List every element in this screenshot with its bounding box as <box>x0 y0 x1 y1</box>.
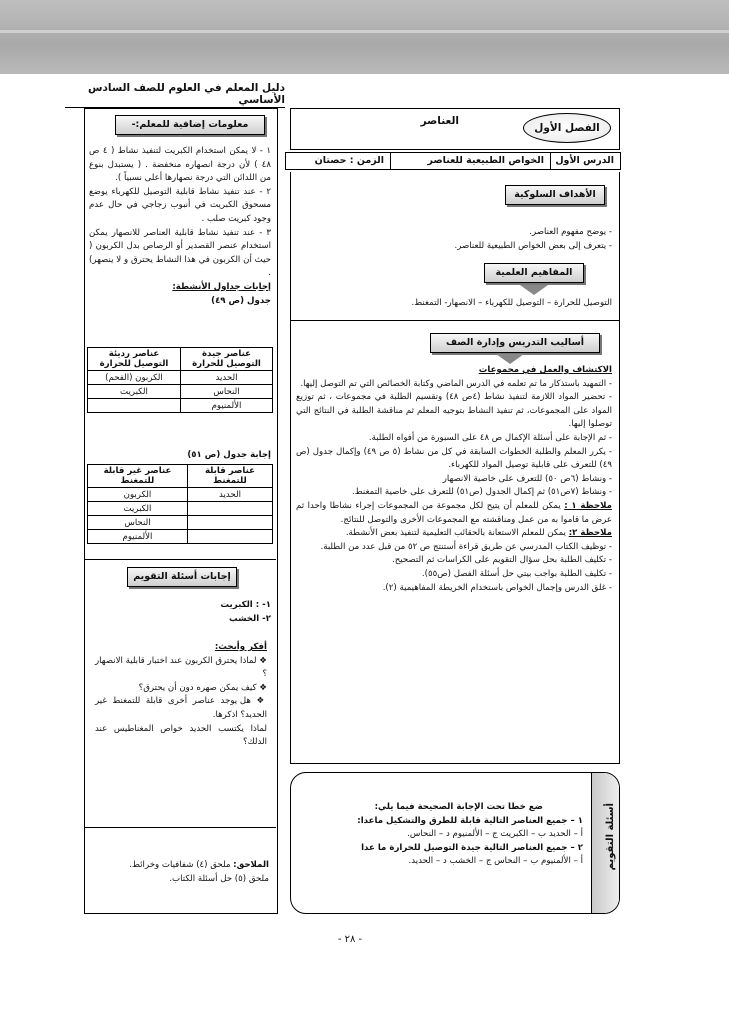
table-header: عناصر قابلة للتمغنط <box>187 465 272 488</box>
eval-answer-2: ٢- الخشب <box>228 613 271 624</box>
appendix-line-1: الملاحق: ملحق (٤) شفافيات وخرائط. <box>129 860 269 870</box>
think-item: ❖ كيف يمكن صهره دون أن يحترق؟ <box>95 682 267 696</box>
page-number: - ٢٨ - <box>337 934 363 945</box>
methods-label: أساليب التدريس وإدارة الصف <box>430 333 600 353</box>
table-row: النحاس الكبريت <box>88 385 273 399</box>
evaluation-content <box>303 801 583 869</box>
objective-item: - يوضح مفهوم العناصر. <box>529 227 612 237</box>
note-1-label: ملاحظة ١ : <box>564 500 612 511</box>
banner-stripe <box>0 30 729 33</box>
table-row: الحديد الكربون (الفحم) <box>88 371 273 385</box>
teacher-info-paragraph: ٣ - عند تنفيذ نشاط قابلية العناصر للانصهار يمكن استخدام عنصر القصدير أو الرصاص بدل الكربون ( حيث أن الكربون في هذا النشاط يحترق و لا ينصهر) . <box>89 227 271 279</box>
sidebar-column <box>84 108 278 914</box>
evaluation-side-label: أسئلة التقويم <box>591 773 619 913</box>
lesson-info-row <box>285 152 621 170</box>
evaluation-q1: ١ – جميع العناصر التالية قابلة للطرق والتشكيل ماعدا: <box>357 815 583 826</box>
appendix-line-2: ملحق (٥) حل أسئلة الكتاب. <box>169 873 269 884</box>
objectives-list <box>300 226 612 253</box>
note-2-label: ملاحظة ٢: <box>568 528 612 539</box>
eval-answer-1: ١- : الكبريت <box>220 600 271 610</box>
method-item: - تكليف الطلبة بواجب بيتي حل أسئلة الفصل (ص٥٥). <box>421 568 612 579</box>
method-item: - ونشاط (٧ص٥١) ثم إكمال الجدول (ص٥١) للتعرف على خاصية التمغنط. <box>352 487 612 498</box>
teacher-info-paragraph: ٢ - عند تنفيذ نشاط قابلية التوصيل للكهرباء يوضع مسحوق الكبريت في أنبوب زجاجي في حال عدم وجود كبريت صلب . <box>89 186 271 224</box>
method-item: - ونشاط (٦ص ٥٠) للتعرف على خاصية الانصهار <box>442 473 612 484</box>
appendix-section <box>89 859 269 886</box>
table-row: الألمنيوم <box>88 530 273 544</box>
concepts-arrow-icon <box>520 285 548 295</box>
methods-heading: الاكتشاف والعمل في مجموعات <box>478 365 612 375</box>
conductivity-table <box>87 347 273 413</box>
appendix-label: الملاحق: <box>233 860 269 870</box>
divider <box>290 320 620 321</box>
note-2 <box>296 527 612 541</box>
divider <box>85 559 276 560</box>
eval-answers-label: إجابات أسئلة التقويم <box>127 567 237 587</box>
divider <box>85 827 276 828</box>
method-item: - تحضير المواد اللازمة لتنفيذ نشاط (٤ص ٤٨) وتقسيم الطلبة في مجموعات ، ثم توزيع المواد على المجموعات، ثم تنفيذ النشاط بتوجيه المعلم ثم مناقشة الطلبة في النتائج التي توصلوا إليها. <box>296 392 612 430</box>
table1-title: جدول (ص ٤٩) <box>211 295 271 306</box>
think-item: ❖ هل يوجد عناصر أخرى قابلة للتمغنط غير الحديد؟ اذكرها. <box>95 695 267 722</box>
table1 <box>87 347 273 413</box>
method-item: - غلق الدرس وإجمال الخواص باستخدام الخريطة المفاهيمية (٢). <box>382 582 612 593</box>
chapter-badge: الفصل الأول <box>523 113 611 143</box>
unit-title: العناصر <box>420 115 459 127</box>
top-banner <box>0 0 729 74</box>
tables-heading: إجابات جداول الأنشطة: <box>172 281 271 292</box>
evaluation-instruction: ضع خطا تحت الإجابة الصحيحة فيما يلي: <box>374 802 543 812</box>
evaluation-q2: ٢ – جميع العناصر التالية جيدة التوصيل للحرارة ما عدا <box>361 842 583 853</box>
table-row: النحاس <box>88 516 273 530</box>
lesson-number: الدرس الأول <box>550 153 620 169</box>
think-heading: أفكر وأبحث: <box>214 642 267 652</box>
evaluation-q2-options: أ – الألمنيوم ب – النحاس ج – الخشب د – الحديد. <box>408 856 583 867</box>
table-row: الألمنيوم <box>88 399 273 413</box>
note-2-text: يمكن للمعلم الاستعانة بالحقائب التعليمية لتنفيذ بعض الأنشطة. <box>345 528 566 539</box>
chapter-header <box>290 108 620 150</box>
evaluation-questions-box <box>290 772 620 914</box>
methods-section <box>296 364 612 595</box>
table2 <box>87 464 273 544</box>
book-title: دليل المعلم في العلوم للصف السادس الأساسي <box>65 82 285 108</box>
method-item: - يكرر المعلم والطلبة الخطوات السابقة في كل من نشاط (٥ ص ٤٩) وإكمال جدول (ص ٤٩) للتعرف على قابلية توصيل المواد للكهرباء. <box>296 446 612 471</box>
eval-answers <box>89 599 271 626</box>
magnetism-table <box>87 464 273 544</box>
objective-item: - يتعرف إلى بعض الخواص الطبيعية للعناصر. <box>454 240 612 251</box>
method-item: - توظيف الكتاب المدرسي عن طريق قراءة أستنتج ص ٥٢ من قبل عدد من الطلبة. <box>320 541 612 552</box>
note-1-text: يمكن للمعلم أن يتيح لكل مجموعة من المجموعات إجراء نشاطا واحدا ثم عرض ما قاموا به من عمل ومناقشته مع المجموعات الأخرى والتوصل للنتائج. <box>296 500 612 525</box>
think-extra: لماذا يكتسب الحديد خواص المغناطيس عند الدلك؟ <box>95 723 267 748</box>
table-header: عناصر جيدة التوصيل للحرارة <box>180 348 272 371</box>
evaluation-q1-options: أ – الحديد ب – الكبريت ج – الألمنيوم د – النحاس. <box>407 829 583 840</box>
method-item: - التمهيد باستذكار ما تم تعلمه في الدرس الماضي وكتابة الخصائص التي تم التوصل إليها. <box>300 378 612 389</box>
lesson-time: الزمن : حصتان <box>314 155 384 166</box>
teacher-info-label: معلومات إضافية للمعلم:- <box>115 115 265 135</box>
concepts-label: المفاهيم العلمية <box>484 263 584 283</box>
think-item: ❖ لماذا يحترق الكربون عند اختبار قابلية الانصهار ؟ <box>95 655 267 682</box>
table-header: عناصر غير قابلة للتمغنط <box>88 465 188 488</box>
lesson-title: الخواص الطبيعية للعناصر <box>390 153 550 169</box>
objectives-label: الأهداف السلوكية <box>505 185 605 205</box>
table-row: الكبريت <box>88 502 273 516</box>
think-section <box>95 641 267 750</box>
teacher-info-text <box>89 145 271 308</box>
table2-title: إجابة جدول (ص ٥١) <box>187 450 271 460</box>
note-1 <box>296 500 612 527</box>
methods-arrow-icon <box>496 354 524 364</box>
method-item: - تكليف الطلبة بحل سؤال التقويم على الكراسات ثم التصحيح. <box>392 555 612 566</box>
method-item: - ثم الإجابة على أسئلة الإكمال ص ٤٨ على السبورة من أفواه الطلبة. <box>368 432 612 443</box>
teacher-info-paragraph: ١ - لا يمكن استخدام الكبريت لتنفيذ نشاط ( ٤ ص ٤٨ ) لأن درجة انصهاره منخفضة . ( يستبدل بنوع من اللدائن التي درجة نصهارها أعلى نسبياً ). <box>89 146 271 184</box>
table-row: الحديد الكربون <box>88 488 273 502</box>
concepts-text: التوصيل للحرارة – التوصيل للكهرباء – الانصهار- التمغنط. <box>411 298 612 308</box>
table-header: عناصر رديئة التوصيل للحرارة <box>88 348 181 371</box>
